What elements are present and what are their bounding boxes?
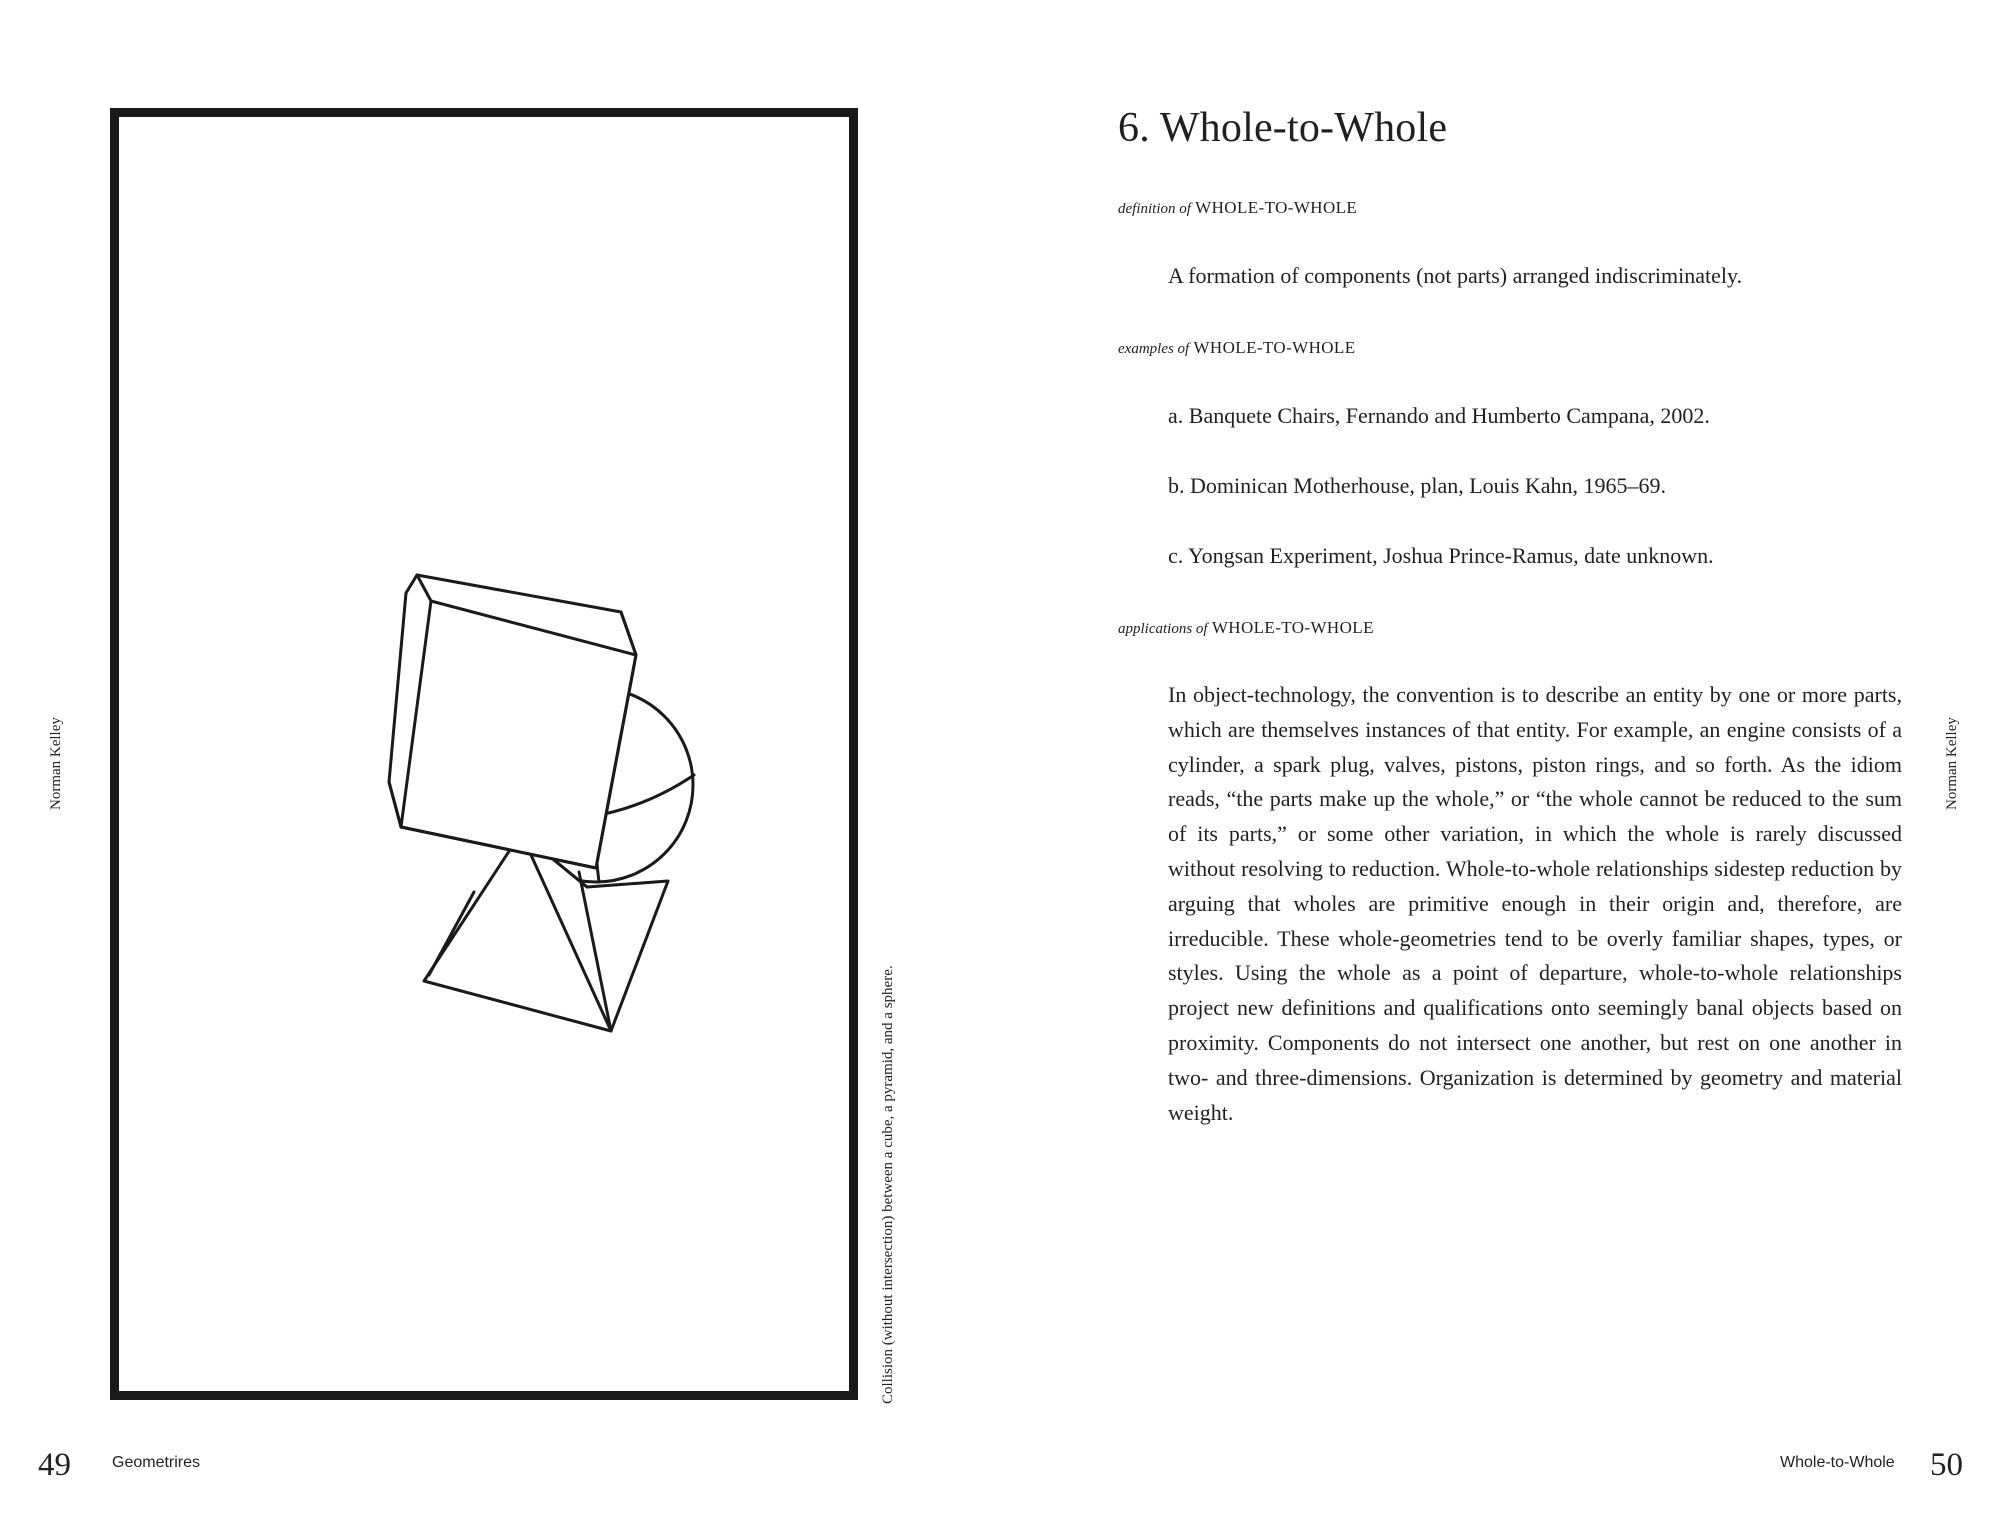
right-running-head: Whole-to-Whole xyxy=(1780,1454,1895,1471)
illustration-frame xyxy=(110,108,858,1400)
left-page-number: 49 xyxy=(38,1447,71,1483)
applications-label-prefix: applications of xyxy=(1118,621,1208,637)
definition-label-prefix: definition of xyxy=(1118,201,1191,217)
section-title: 6. Whole-to-Whole xyxy=(1118,105,1448,151)
example-item-c: c. Yongsan Experiment, Joshua Prince-Ramus, date unknown. xyxy=(1168,543,1714,568)
examples-label-term: WHOLE-TO-WHOLE xyxy=(1193,338,1356,357)
collision-illustration xyxy=(119,117,849,1391)
applications-label-term: WHOLE-TO-WHOLE xyxy=(1211,618,1374,637)
example-item-b: b. Dominican Motherhouse, plan, Louis Kahn, 1965–69. xyxy=(1168,473,1666,498)
figure-caption: Collision (without intersection) between a cube, a pyramid, and a sphere. xyxy=(880,965,896,1404)
right-side-author: Norman Kelley xyxy=(1944,717,1960,810)
right-page-number: 50 xyxy=(1930,1447,1963,1483)
applications-paragraph: In object-technology, the convention is to describe an entity by one or more parts, which are themselves instances of that entity. For example, an engine consists of a cylinder, a spark plug, valves, pistons, piston rings, and so forth. As the idiom reads, “the parts make up the whole,” or “the whole cannot be reduced to the sum of its parts,” or some other variation, in which the whole is rarely discussed without resolving to reduction. Whole-to-whole relationships sidestep reduction by arguing that wholes are primitive enough in their origin and, therefore, are irreducible. These whole-geometries tend to be overly familiar shapes, types, or styles. Using the whole as a point of departure, whole-to-whole relationships project new definitions and qualifications onto seemingly banal objects based on proximity. Components do not intersect one another, but rest on one another in two- and three-dimensions. Organization is determined by geometry and material weight. xyxy=(1168,682,1902,1125)
definition-label-term: WHOLE-TO-WHOLE xyxy=(1195,198,1358,217)
left-side-author: Norman Kelley xyxy=(48,717,64,810)
example-item-a: a. Banquete Chairs, Fernando and Humberto Campana, 2002. xyxy=(1168,403,1710,428)
left-running-head: Geometrires xyxy=(112,1454,201,1471)
applications-label xyxy=(1118,618,1374,638)
examples-label xyxy=(1118,338,1356,358)
definition-text: A formation of components (not parts) arranged indiscriminately. xyxy=(1168,263,1743,288)
examples-label-prefix: examples of xyxy=(1118,341,1190,357)
definition-label xyxy=(1118,198,1357,218)
cube-shape xyxy=(389,575,636,868)
